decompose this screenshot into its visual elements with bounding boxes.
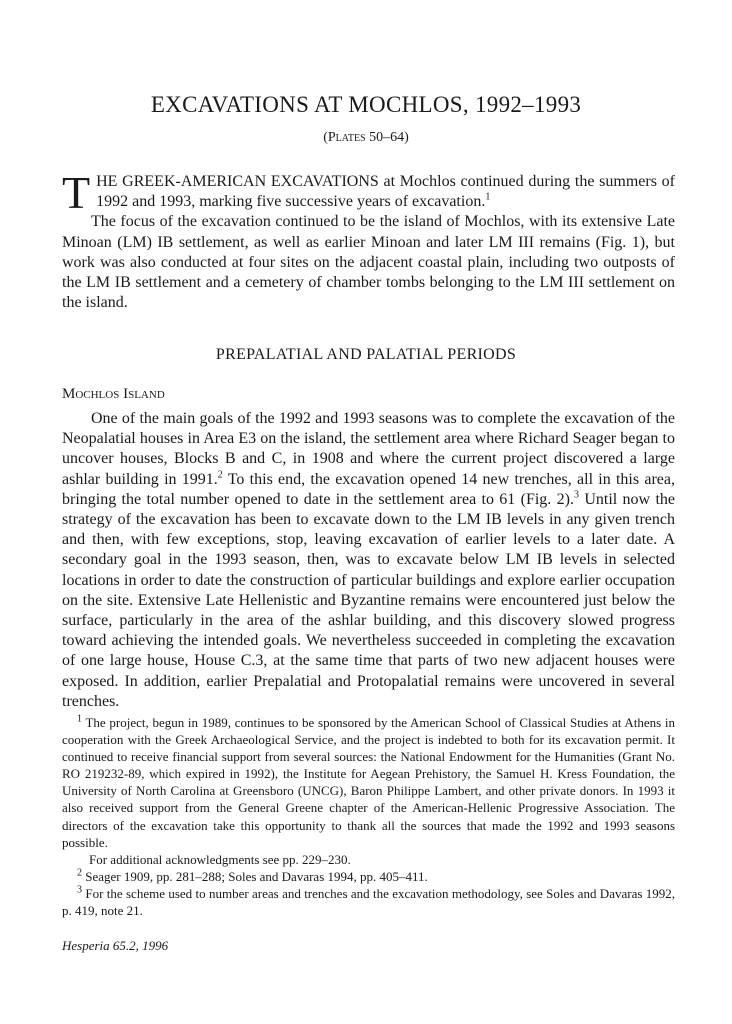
footnote-1-number: 1 [77, 713, 82, 725]
intro-paragraph-1-text: HE GREEK-AMERICAN EXCAVATIONS at Mochlos continued during the summers of 1992 and 1993, marking five successive years of excavation. [96, 173, 675, 211]
footnote-ref-2: 2 [217, 469, 223, 481]
footnote-3-number: 3 [77, 884, 82, 896]
main-paragraph-part-b: To this end, the excavation opened 14 new trenches, all in this area, bringing the total number opened to date in the settlement area to 61 (Fig. 2). [62, 470, 676, 508]
journal-citation: Hesperia 65.2, 1996 [62, 938, 169, 953]
main-paragraph [62, 409, 675, 712]
footnote-3 [62, 885, 675, 919]
intro-paragraph-2: The focus of the excavation continued to be the island of Mochlos, with its extensive Late Minoan (LM) IB settlement, as well as earlier Minoan and later LM III remains (Fig. 1), but work was also conducted at four sites on the adjacent coastal plain, including two outposts of the LM IB settlement and a cemetery of chamber tombs belonging to the LM III settlement on the island. [62, 213, 675, 312]
article-title: EXCAVATIONS AT MOCHLOS, 1992–1993 [150, 92, 582, 117]
footnote-2 [62, 868, 675, 885]
footnote-2-text: Seager 1909, pp. 281–288; Soles and Davaras 1994, pp. 405–411. [82, 868, 428, 884]
footnote-1-continuation: For additional acknowledgments see pp. 229–230. [89, 851, 351, 867]
footnote-1-text: The project, begun in 1989, continues to be sponsored by the American School of Classical Studies at Athens in cooperation with the Greek Archaeological Service, and the project is indebted to both for its excavation permit. It continued to receive financial support from several sources: the National Endowment for the Humanities (Grant No. RO 219232-89, which expired in 1992), the Institute for Aegean Prehistory, the Samuel H. Kress Foundation, the University of North Carolina at Greensboro (UNCG), Baron Philippe Lambert, and other private donors. In 1993 it also received support from the General Greene chapter of the American-Hellenic Progressive Association. The directors of the excavation take this opportunity to thank all the sources that made the 1992 and 1993 seasons possible. [62, 715, 675, 850]
drop-cap: T [62, 167, 91, 218]
footnote-2-number: 2 [77, 867, 82, 879]
footnote-1 [62, 714, 675, 851]
main-section [62, 409, 675, 712]
footnotes [62, 714, 675, 919]
footnote-3-text: For the scheme used to number areas and trenches and the excavation methodology, see Soles and Davaras 1992, p. 419, note 21. [62, 885, 675, 919]
plates-reference: (Plates 50–64) [323, 130, 409, 145]
intro-paragraph-1 [62, 167, 675, 218]
main-paragraph-part-c: Until now the strategy of the excavation has been to excavate down to the LM IB levels in any given trench and then, with few exceptions, stop, leaving excavation of earlier levels to a later date. A secondary goal in the 1993 season, then, was to excavate below LM IB levels in selected locations in order to date the construction of particular buildings and explore earlier occupation on the site. Extensive Late Hellenistic and Byzantine remains were encountered just below the surface, particularly in the area of the ashlar building, and this discovery slowed progress toward achieving the intended goals. We nevertheless succeeded in completing the excavation of one large house, House C.3, at the same time that parts of two new adjacent houses were exposed. In addition, earlier Prepalatial and Protopalatial remains were uncovered in several trenches. [62, 490, 675, 710]
main-paragraph-part-a: One of the main goals of the 1992 and 1993 seasons was to complete the excavation of the Neopalatial houses in Area E3 on the island, the settlement area where Richard Seager began to uncover houses, Blocks B and C, in 1908 and where the current project discovered a large ashlar building in 1991. [62, 410, 675, 488]
footnote-ref-3: 3 [573, 489, 579, 501]
footnote-ref-1: 1 [485, 191, 491, 203]
section-heading: PREPALATIAL AND PALATIAL PERIODS [215, 346, 517, 363]
subsection-heading: Mochlos Island [62, 386, 165, 402]
intro-section [62, 167, 675, 313]
